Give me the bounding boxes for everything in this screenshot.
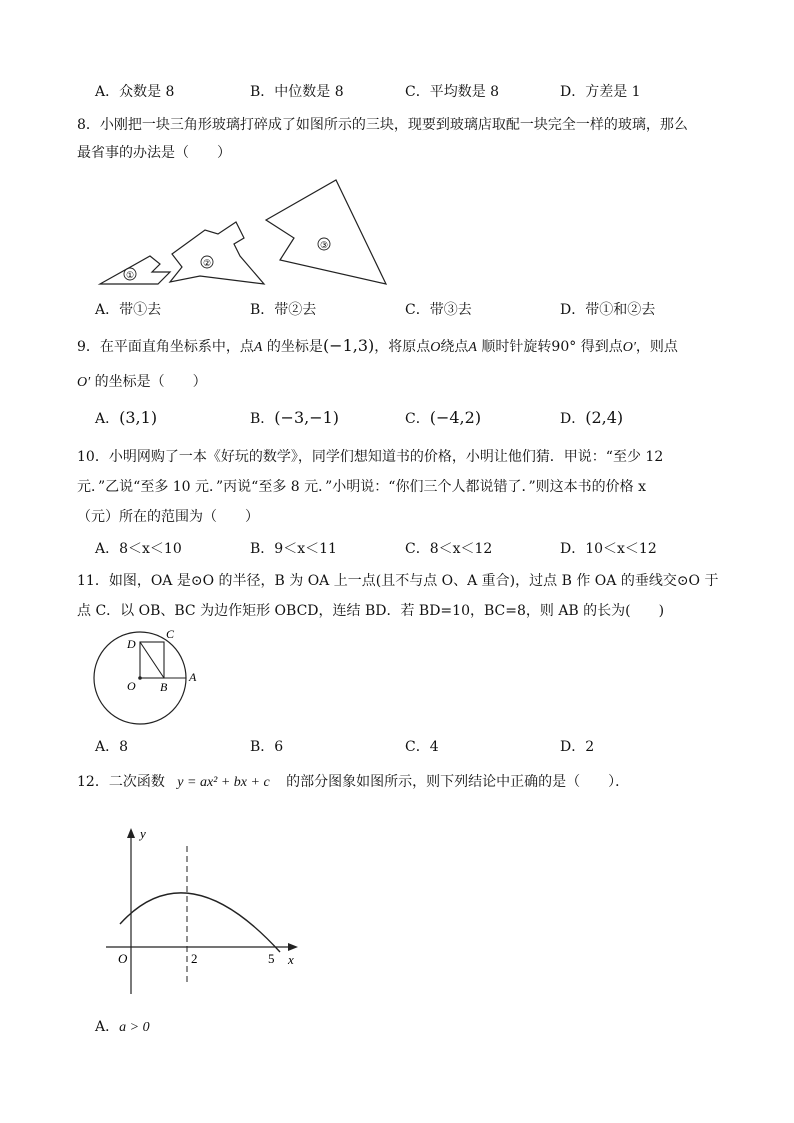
tick-label-5: 5 <box>268 951 275 966</box>
q9-option-a-prefix: A． <box>95 411 120 427</box>
q8-option-a: A．带①去 <box>95 302 162 318</box>
q9-text-g: ，则点 <box>635 339 678 355</box>
x-axis-label: x <box>288 952 294 967</box>
tick-label-2: 2 <box>191 951 198 966</box>
label-o: O <box>127 679 136 693</box>
q9-option-d-value: (2,4) <box>585 408 624 427</box>
glass-piece-2 <box>170 222 264 284</box>
q12-stem-line1 <box>77 772 629 793</box>
q12-text-b: 的部分图象如图所示，则下列结论中正确的是（ ）． <box>286 774 630 790</box>
q9-text-d: 绕点 <box>440 339 469 355</box>
q9-angle: 90° <box>551 339 577 355</box>
y-axis-arrow <box>127 828 135 838</box>
q7-option-d: D．方差是 1 <box>560 84 641 100</box>
q8-option-b: B．带②去 <box>250 302 317 318</box>
q8-broken-glass-figure <box>90 172 400 294</box>
q9-point-a: A <box>253 340 263 355</box>
q9-text-f: 得到点 <box>576 339 623 355</box>
q12-formula: y = ax² + bx + c <box>177 775 270 790</box>
q10-stem-line3: （元）所在的范围为（ ） <box>77 509 259 525</box>
label-a: A <box>189 670 197 684</box>
q9-option-b <box>250 408 339 429</box>
q9-option-c <box>405 408 481 429</box>
q9-point-oprime-2: O′ <box>77 375 91 390</box>
q7-option-b: B．中位数是 8 <box>250 84 344 100</box>
q9-point-a2: A <box>468 340 477 355</box>
piece-2-label: ② <box>202 258 212 268</box>
q8-stem-line1: 8．小刚把一块三角形玻璃打碎成了如图所示的三块，现要到玻璃店取配一块完全一样的玻璃，那么 <box>77 117 688 133</box>
q9-option-b-value: (−3,−1) <box>274 408 340 427</box>
q12-text-a: 12．二次函数 <box>77 774 165 790</box>
q10-option-c: C．8＜x＜12 <box>405 541 493 557</box>
q9-coordinate-a: (−1,3) <box>322 336 375 355</box>
label-b: B <box>160 680 168 694</box>
q7-option-c: C．平均数是 8 <box>405 84 500 100</box>
q11-option-a: A．8 <box>95 739 129 755</box>
y-axis-label: y <box>140 826 146 841</box>
q10-option-a: A．8＜x＜10 <box>95 541 182 557</box>
label-c: C <box>166 627 175 641</box>
q11-option-d: D．2 <box>560 739 595 755</box>
q11-stem-line1: 11．如图，OA 是⊙O 的半径，B 为 OA 上一点(且不与点 O、A 重合)，过点 B 作 OA 的垂线交⊙O 于 <box>77 573 719 589</box>
q12-option-a-prefix: A． <box>95 1019 120 1035</box>
q8-stem-line2: 最省事的办法是（ ） <box>77 145 231 161</box>
q10-option-d: D．10＜x＜12 <box>560 541 657 557</box>
q11-circle-figure <box>88 624 208 730</box>
q9-option-a-value: (3,1) <box>119 408 158 427</box>
q9-text-b: 的坐标是 <box>262 339 323 355</box>
parabola-curve <box>120 893 280 952</box>
origin-label: O <box>118 951 128 966</box>
q12-option-a <box>95 1017 150 1038</box>
glass-piece-3 <box>266 180 386 284</box>
q7-option-a: A．众数是 8 <box>95 84 175 100</box>
q10-option-b: B．9＜x＜11 <box>250 541 337 557</box>
segment-bd <box>140 642 164 678</box>
q9-text-h: 的坐标是（ ） <box>90 374 207 390</box>
label-d: D <box>127 637 136 651</box>
q9-option-c-prefix: C． <box>405 411 430 427</box>
x-axis-arrow <box>288 943 298 951</box>
q9-option-b-prefix: B． <box>250 411 275 427</box>
q9-option-d <box>560 408 623 429</box>
q9-text-a: 9．在平面直角坐标系中，点 <box>77 339 254 355</box>
q9-origin-o: O <box>430 340 441 355</box>
q9-option-a <box>95 408 157 429</box>
q9-text-e: 顺时针旋转 <box>476 339 552 355</box>
q12-parabola-graph <box>98 822 308 1000</box>
q8-option-d: D．带①和②去 <box>560 302 656 318</box>
center-dot <box>138 676 142 680</box>
q9-stem-line1 <box>77 336 678 358</box>
q9-point-oprime: O′ <box>622 340 636 355</box>
q10-stem-line1: 10．小明网购了一本《好玩的数学》，同学们想知道书的价格，小明让他们猜．甲说：“至少 12 <box>77 449 664 465</box>
q9-option-d-prefix: D． <box>560 411 586 427</box>
piece-1-label: ① <box>125 270 135 280</box>
q11-option-c: C．4 <box>405 739 439 755</box>
q9-option-c-value: (−4,2) <box>429 408 482 427</box>
q10-stem-line2: 元．”乙说“至多 10 元．”丙说“至多 8 元．”小明说：“你们三个人都说错了．”则这本书的价格 x <box>77 479 646 495</box>
q11-stem-line2: 点 C．以 OB、BC 为边作矩形 OBCD，连结 BD．若 BD=10，BC=8，则 AB 的长为( ) <box>77 603 665 619</box>
piece-3-label: ③ <box>319 240 329 250</box>
q9-stem-line2 <box>77 372 207 393</box>
q11-option-b: B．6 <box>250 739 284 755</box>
q12-option-a-math: a > 0 <box>119 1020 150 1035</box>
q8-option-c: C．带③去 <box>405 302 472 318</box>
q9-text-c: ，将原点 <box>374 339 431 355</box>
